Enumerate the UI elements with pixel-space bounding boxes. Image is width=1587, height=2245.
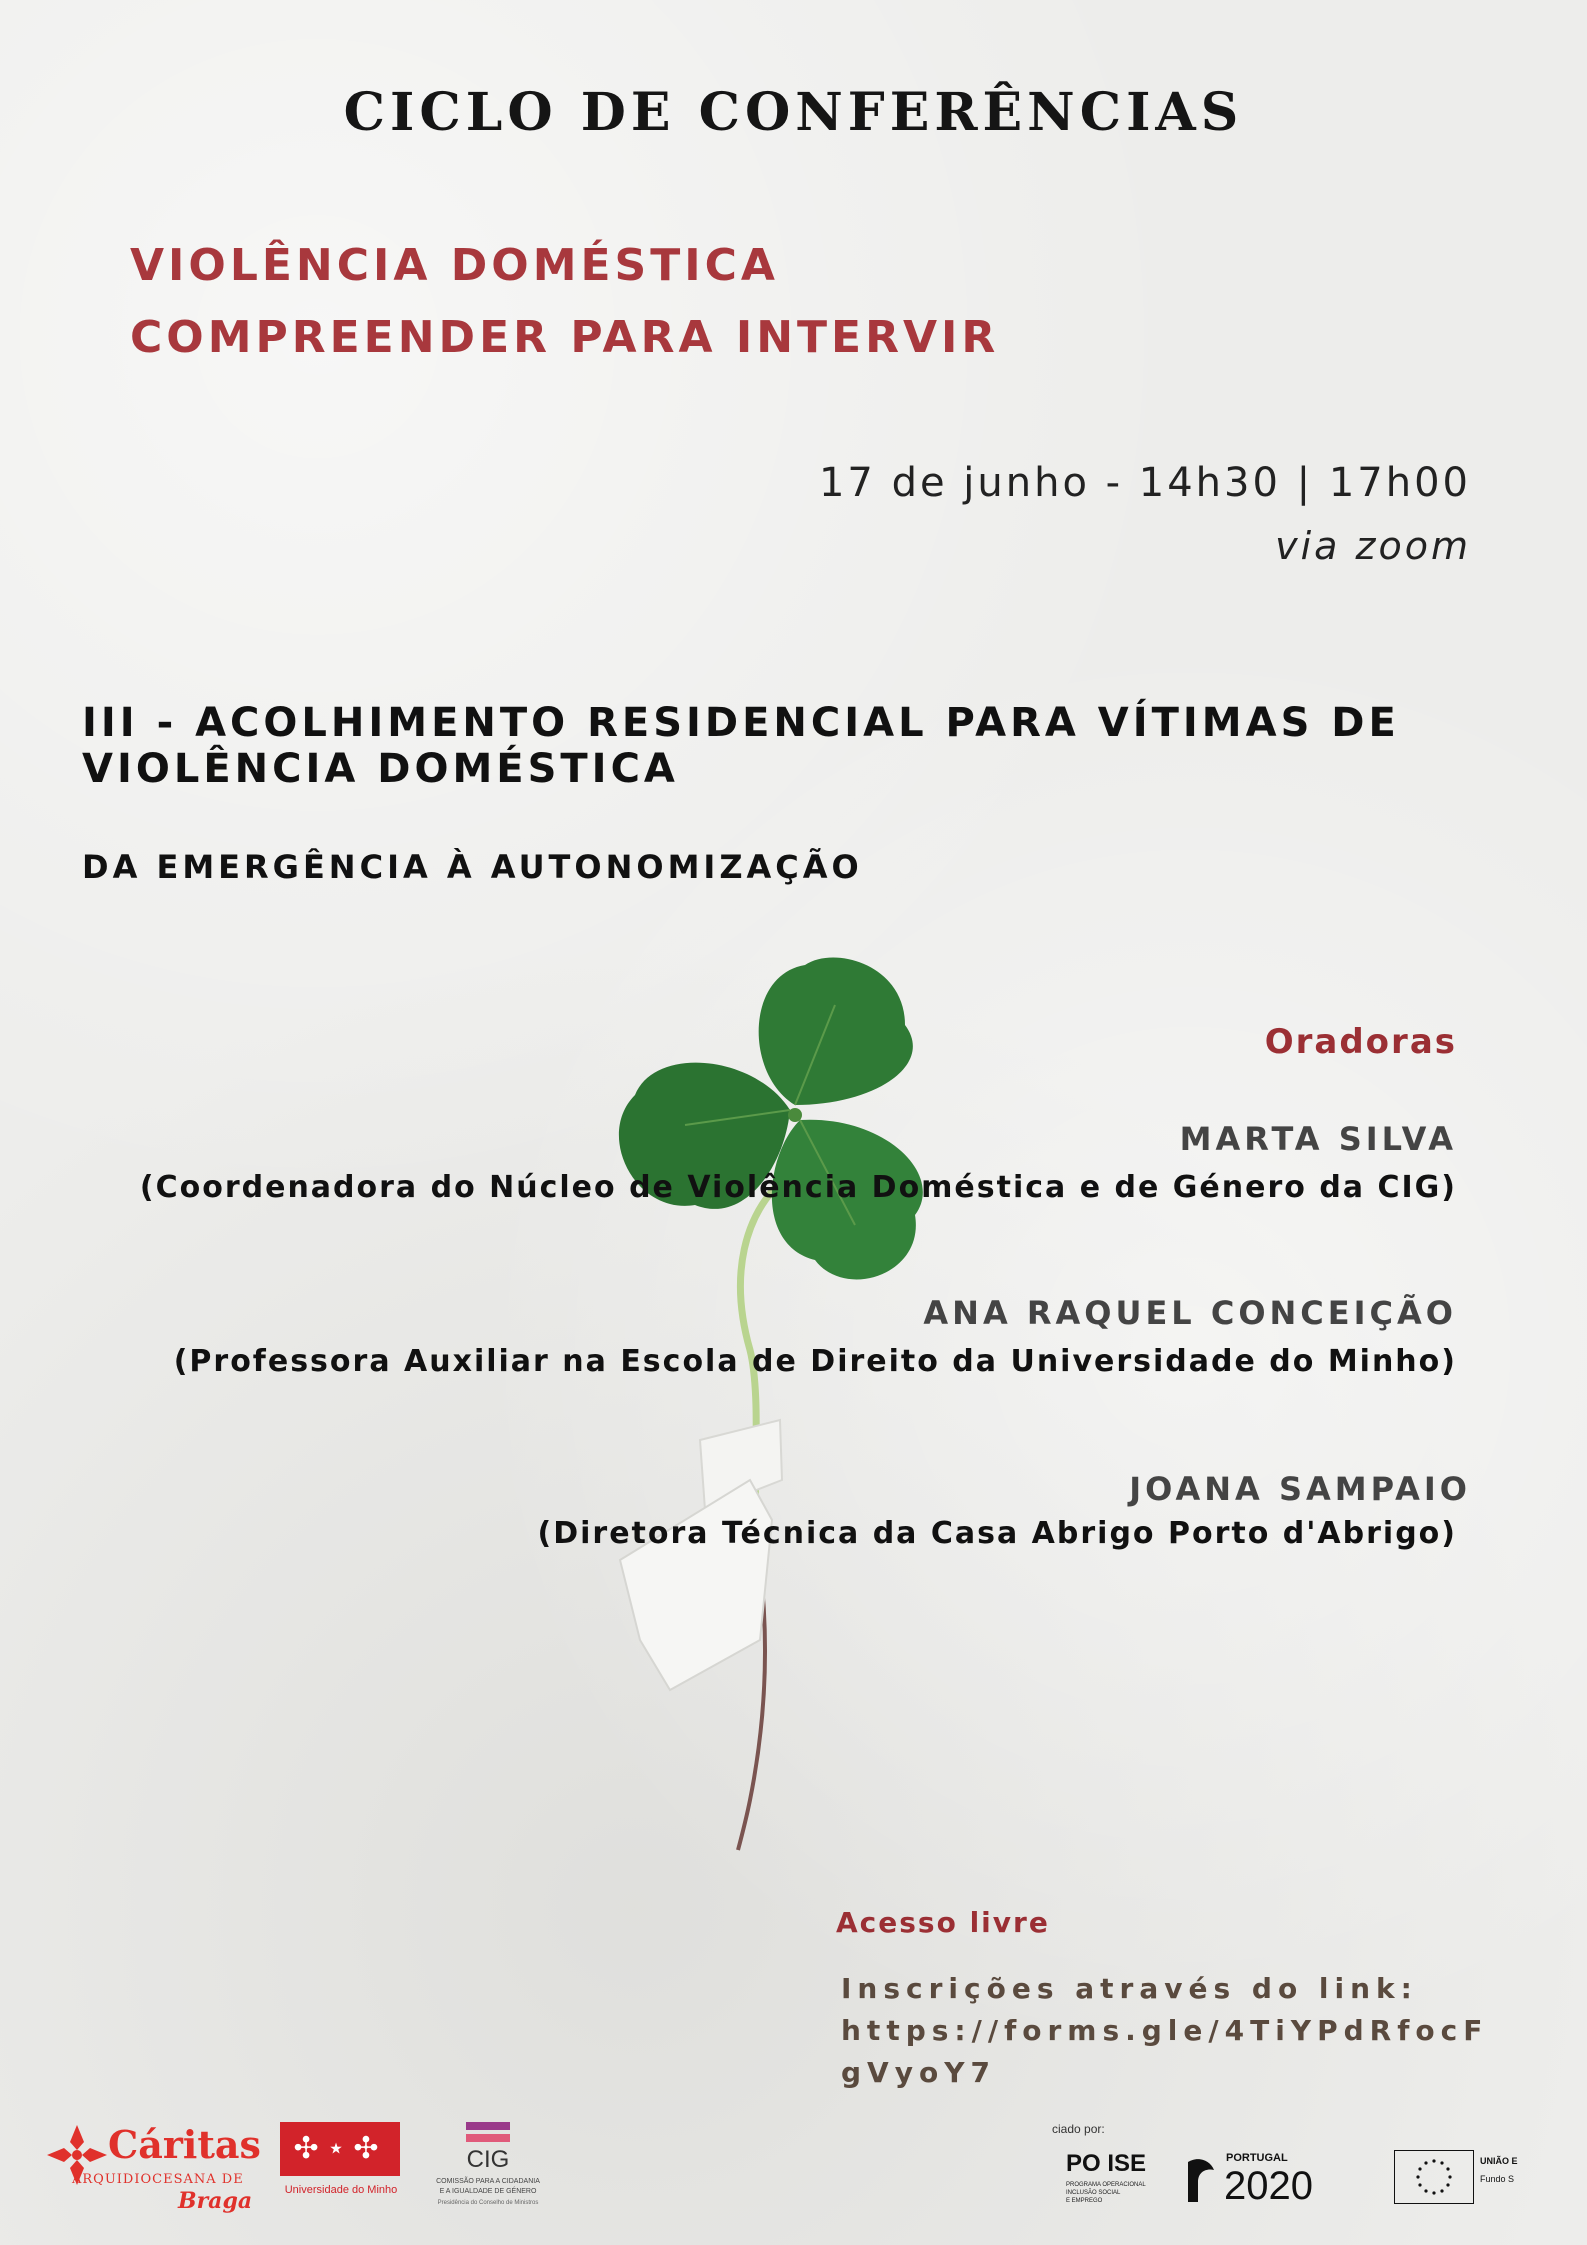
speaker-name: ANA RAQUEL CONCEIÇÃO [923,1294,1457,1332]
speaker-name: JOANA SAMPAIO [1129,1470,1471,1508]
series-title: CICLO DE CONFERÊNCIAS [343,82,1244,143]
uminho-logo [276,2122,406,2212]
cig-bar-bottom [466,2134,510,2142]
uminho-name: Universidade do Minho [284,2184,398,2196]
session-title-line2: VIOLÊNCIA DOMÉSTICA [82,746,679,792]
poise-title: PO ISE [1066,2150,1147,2177]
clover-illustration [600,920,980,1880]
uminho-emblem-icon: ✣⋆✣ [280,2122,400,2176]
registration-link[interactable]: https://forms.gle/4TiYPdRfocF [841,2014,1489,2047]
session-title-line1: III - ACOLHIMENTO RESIDENCIAL PARA VÍTIMAS DE [82,700,1400,746]
cig-bar-top [466,2122,510,2130]
cig-line1: COMISSÃO PARA A CIDADANIA [436,2178,540,2185]
eu-line1: UNIÃO E [1480,2156,1518,2166]
cig-abbr: CIG [466,2146,510,2173]
event-venue: via zoom [1275,524,1471,568]
portugal-label: PORTUGAL [1226,2152,1288,2164]
speaker-role: (Coordenadora do Núcleo de Violência Doméstica e de Género da CIG) [139,1170,1457,1205]
eu-line2: Fundo S [1480,2174,1515,2184]
session-subtitle: DA EMERGÊNCIA À AUTONOMIZAÇÃO [82,848,863,886]
theme-title-line2: COMPREENDER PARA INTERVIR [130,312,1000,363]
speaker-role: (Diretora Técnica da Casa Abrigo Porto d'Abrigo) [537,1516,1457,1551]
caritas-name: Cáritas [108,2122,261,2167]
cig-logo [428,2122,548,2232]
poise-logo [1066,2150,1176,2220]
caritas-subtitle: ARQUIDIOCESANA DE [72,2172,244,2187]
registration-text: Inscrições através do link: [841,1972,1418,2005]
session-title [82,700,1482,792]
poise-line3: E EMPREGO [1066,2198,1103,2204]
theme-title-line1: VIOLÊNCIA DOMÉSTICA [130,240,779,291]
poise-line2: INCLUSÃO SOCIAL [1066,2190,1121,2196]
caritas-city: Braga [178,2188,253,2214]
bandage-tape [620,1420,782,1690]
poise-line1: PROGRAMA OPERACIONAL [1066,2182,1146,2188]
clover-leaf-top [759,958,913,1106]
clover-leaves [619,958,923,1280]
speaker-name: MARTA SILVA [1179,1120,1457,1158]
eu-logo [1394,2150,1518,2220]
speakers-heading: Oradoras [1264,1022,1457,1062]
access-label: Acesso livre [836,1906,1050,1939]
portugal-2020: 2020 [1224,2164,1313,2208]
cofinancing-label: ciado por: [1052,2122,1105,2136]
cig-line2: E A IGUALDADE DE GÉNERO [439,2188,537,2195]
caritas-logo [42,2118,262,2218]
event-date-time: 17 de junho - 14h30 | 17h00 [818,460,1471,506]
portugal2020-logo [1184,2152,1364,2222]
registration-link-continued[interactable]: gVyoY7 [841,2056,996,2089]
speaker-role: (Professora Auxiliar na Escola de Direito da Universidade do Minho) [173,1344,1457,1379]
eu-stars-icon [1394,2150,1474,2204]
cig-line3: Presidência do Conselho de Ministros [437,2200,539,2206]
portugal-flag-icon [1184,2156,1218,2206]
